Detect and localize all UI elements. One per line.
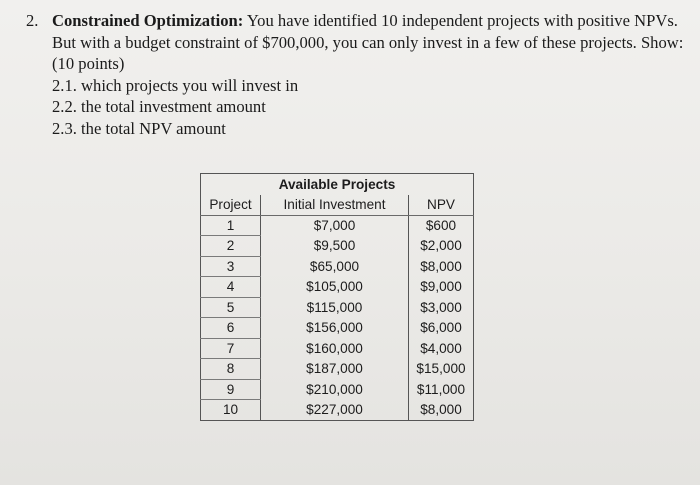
question-item-1: 2.1. which projects you will invest in: [52, 75, 299, 95]
npv-cell: $11,000: [409, 379, 474, 400]
question-title: Constrained Optimization:: [52, 11, 244, 30]
npv-cell: $600: [409, 215, 474, 236]
header-npv: NPV: [409, 195, 474, 215]
investment-cell: $65,000: [309, 258, 360, 274]
table-row: [201, 338, 474, 359]
question-number: 2.: [26, 11, 39, 30]
table-caption-row: [201, 174, 474, 196]
question-item-2: 2.2. the total investment amount: [52, 97, 266, 117]
table-row: [201, 236, 474, 257]
project-cell: 7: [201, 338, 261, 359]
table-row: [201, 297, 474, 318]
question-heading: [26, 10, 694, 75]
header-project: Project: [201, 195, 261, 215]
npv-cell: $4,000: [409, 338, 474, 359]
table-row: [201, 256, 474, 277]
npv-cell: $15,000: [409, 359, 474, 380]
question-item-3: 2.3. the total NPV amount: [52, 118, 226, 138]
investment-cell: $156,000: [306, 320, 363, 336]
project-cell: 3: [201, 256, 261, 277]
investment-cell: $115,000: [306, 299, 363, 315]
table-caption: Available Projects: [201, 174, 474, 196]
project-cell: 1: [201, 215, 261, 236]
investment-cell: $210,000: [306, 381, 363, 397]
investment-cell: $9,500: [313, 238, 356, 254]
investment-cell: $105,000: [306, 279, 363, 295]
question-body: [52, 10, 694, 75]
npv-cell: $3,000: [409, 297, 474, 318]
question-text: You have identified 10 independent projects with positive NPVs. But with a budget constraint of $700,000, you can only invest in a few of these projects. Show: (10 points): [52, 11, 684, 74]
projects-table: [200, 173, 474, 421]
investment-cell: $187,000: [306, 361, 363, 377]
npv-cell: $9,000: [409, 277, 474, 298]
project-cell: 4: [201, 277, 261, 298]
header-initial-investment: Initial Investment: [261, 195, 409, 215]
npv-cell: $8,000: [409, 256, 474, 277]
table-row: [201, 379, 474, 400]
npv-cell: $8,000: [409, 400, 474, 421]
project-cell: 10: [201, 400, 261, 421]
investment-cell: $7,000: [313, 218, 356, 233]
project-cell: 5: [201, 297, 261, 318]
project-cell: 6: [201, 318, 261, 339]
investment-cell: $227,000: [261, 400, 409, 421]
npv-cell: $2,000: [409, 236, 474, 257]
table-body: [201, 215, 474, 420]
project-cell: 8: [201, 359, 261, 380]
project-cell: 2: [201, 236, 261, 257]
table-row: [201, 277, 474, 298]
table-row: [201, 400, 474, 421]
npv-cell: $6,000: [409, 318, 474, 339]
table-row: [201, 215, 474, 236]
table-row: [201, 359, 474, 380]
question-block: [26, 10, 694, 140]
table-row: [201, 318, 474, 339]
table-header-row: [201, 195, 474, 215]
project-cell: 9: [201, 379, 261, 400]
investment-cell: $160,000: [306, 340, 363, 356]
projects-table-wrapper: [200, 173, 474, 421]
